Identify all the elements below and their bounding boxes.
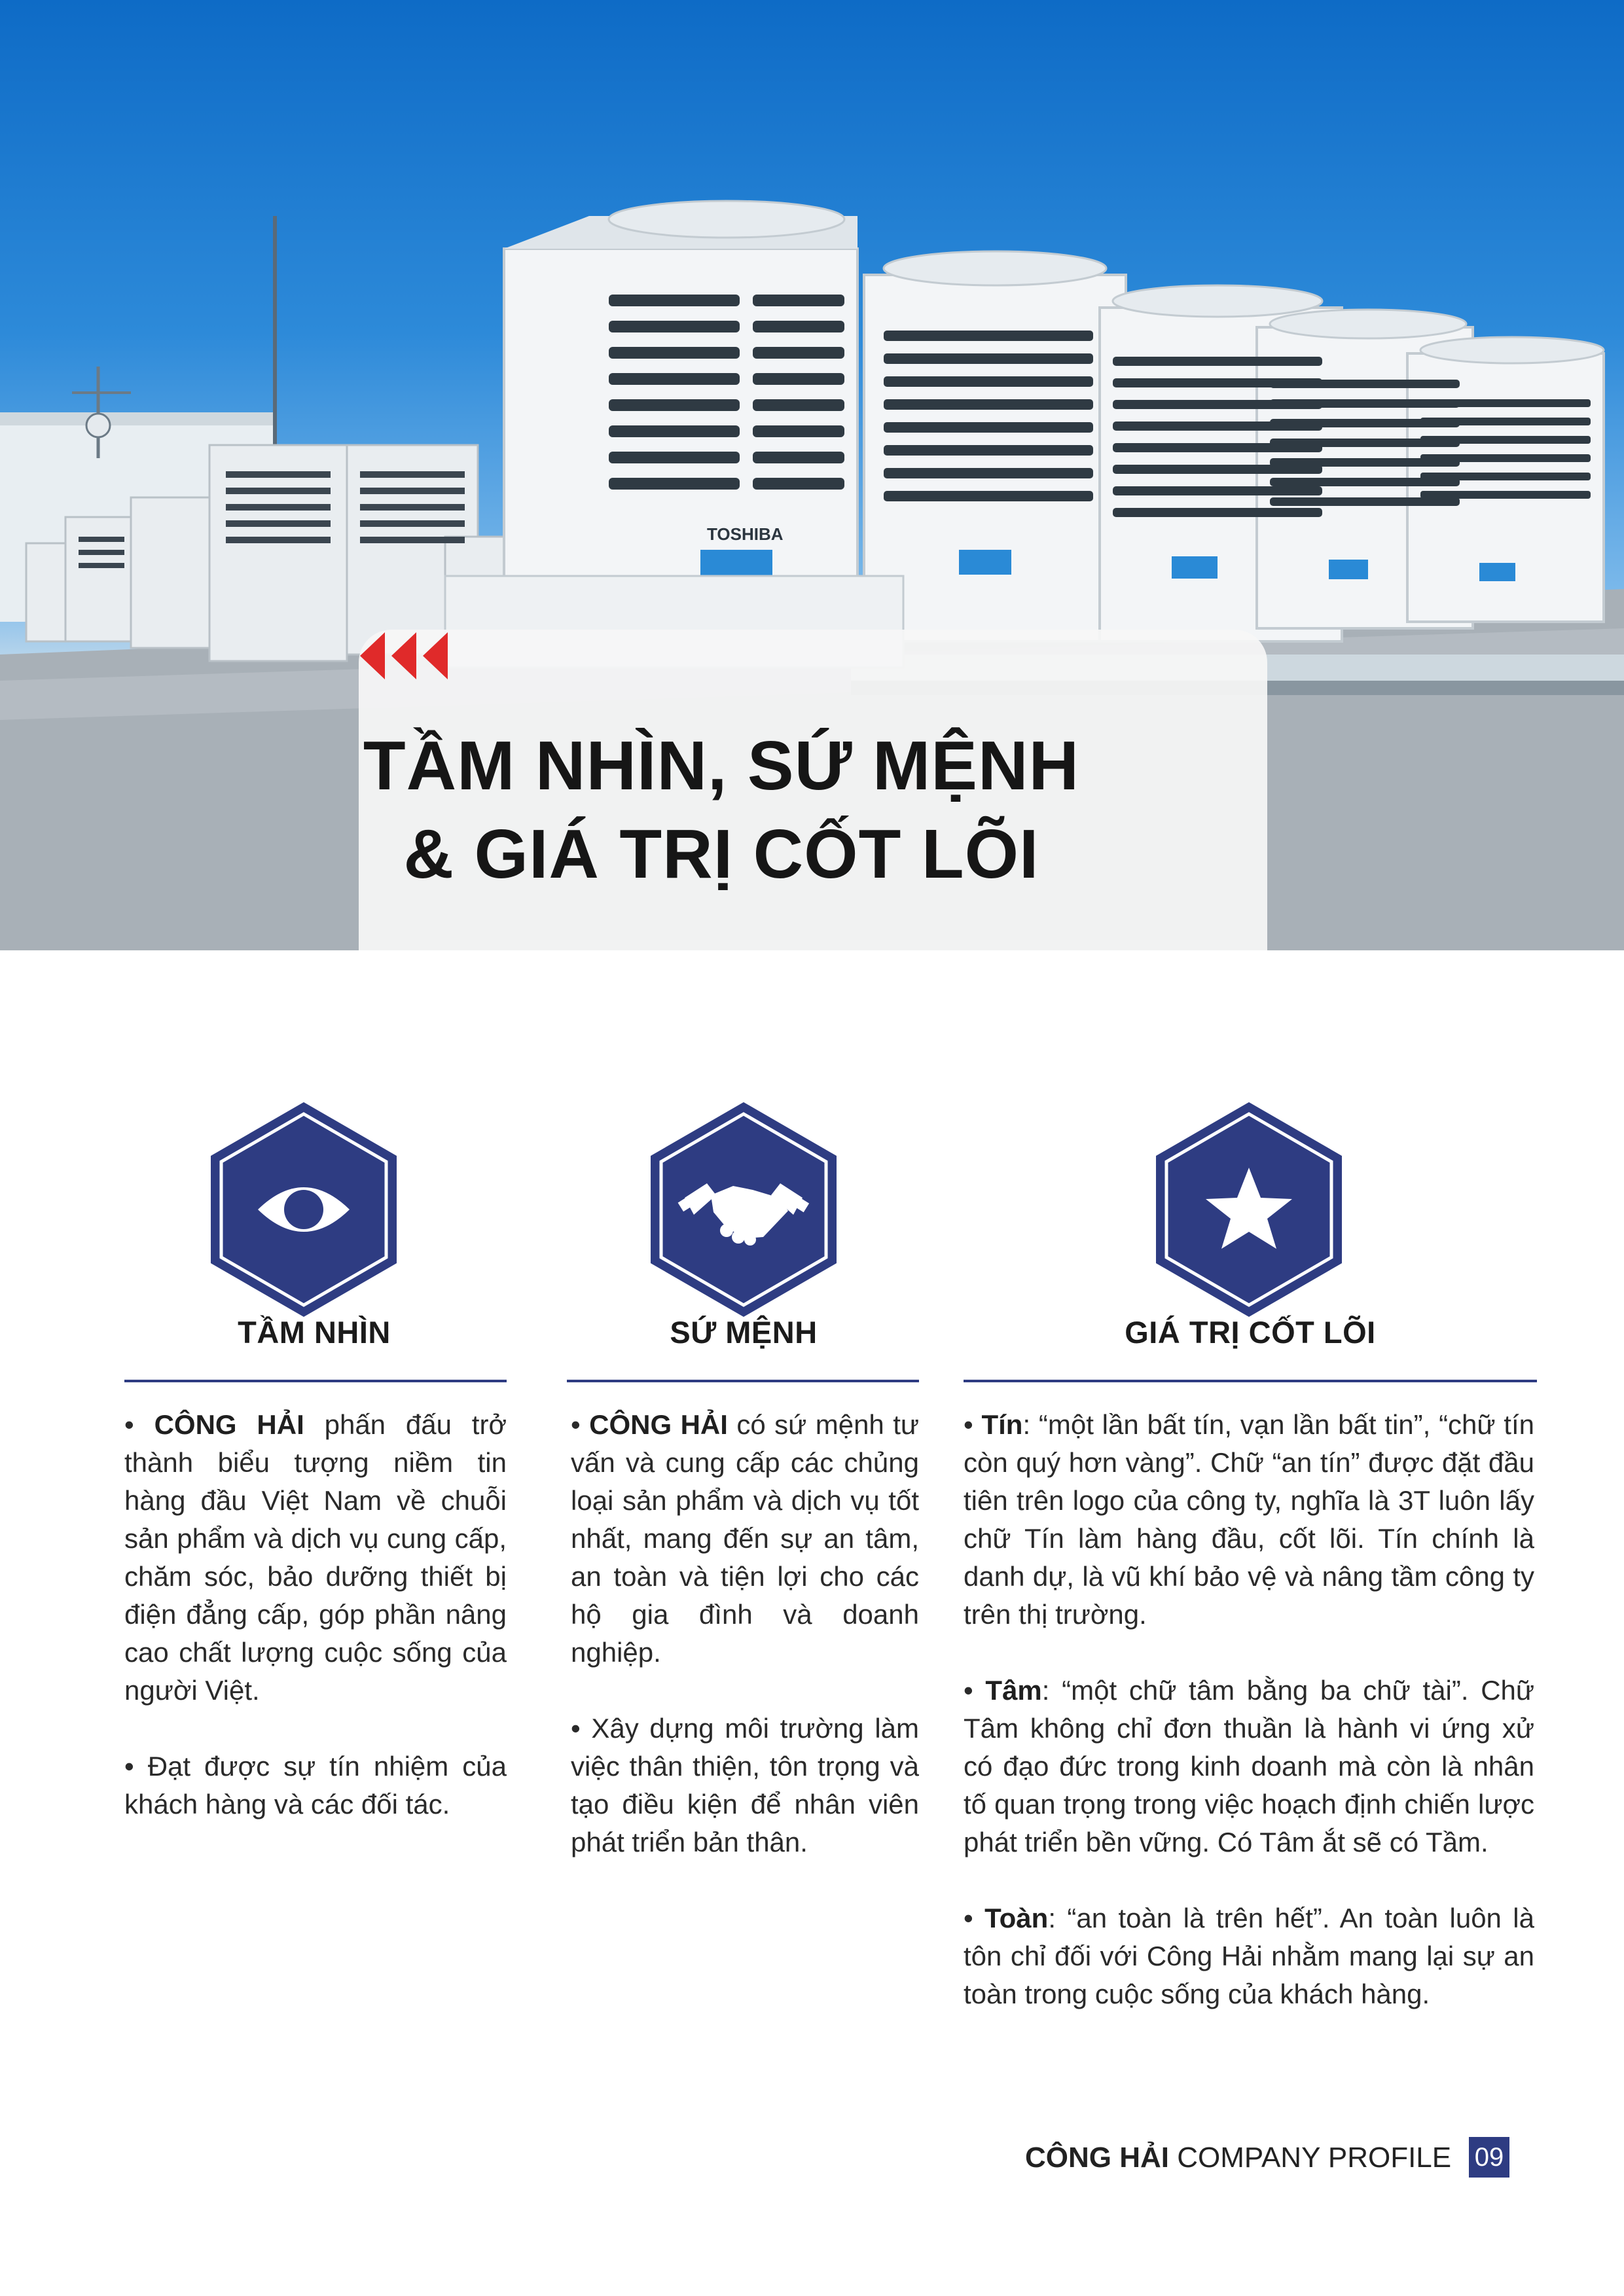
vision-title: TẦM NHÌN: [238, 1315, 391, 1350]
core-value-tin: • Tín: “một lần bất tín, vạn lần bất tin”, “chữ tín còn quý hơn vàng”. Chữ “an tín” được đặt đầu tiên trên logo của công ty, nghĩa là 3T luôn lấy chữ Tín làm hàng đầu, cốt lõi. Tín chính là danh dự, là vũ khí bảo vệ và nâng tầm công ty trên thị trường.: [964, 1409, 1534, 1630]
core-values-title: GIÁ TRỊ CỐT LÕI: [1125, 1315, 1376, 1350]
mission-divider: [567, 1380, 919, 1382]
title-panel: [359, 630, 1267, 950]
mission-text: [571, 1406, 919, 1899]
vision-paragraph-1: • CÔNG HẢI phấn đấu trở thành biểu tượng niềm tin hàng đầu Việt Nam về chuỗi sản phẩm và dịch vụ cung cấp, chăm sóc, bảo dưỡng thiết bị điện đẳng cấp, góp phần nâng cao chất lượng cuộc sống của người Việt.: [124, 1409, 507, 1706]
footer-brand: CÔNG HẢI COMPANY PROFILE: [1025, 2142, 1452, 2174]
page-number: 09: [1469, 2137, 1509, 2178]
vision-divider: [124, 1380, 507, 1382]
core-value-tam: • Tâm: “một chữ tâm bằng ba chữ tài”. Chữ Tâm không chỉ đơn thuần là hành vi ứng xử có đạo đức trong kinh doanh mà còn là nhân tố quan trọng trong việc hoạch định chiến lược phát triển bền vững. Có Tâm ắt sẽ có Tầm.: [964, 1675, 1535, 1857]
core-values-divider: [964, 1380, 1537, 1382]
mission-title: SỨ MỆNH: [670, 1315, 818, 1350]
page-title-line2: & GIÁ TRỊ CỐT LÕI: [403, 816, 1039, 893]
mission-paragraph-1: • CÔNG HẢI có sứ mệnh tư vấn và cung cấp các chủng loại sản phẩm và dịch vụ tốt nhất, mang đến sự an tâm, an toàn và tiện lợi cho các hộ gia đình và doanh nghiệp.: [571, 1409, 920, 1668]
vision-paragraph-2: • Đạt được sự tín nhiệm của khách hàng và các đối tác.: [124, 1751, 507, 1820]
core-value-toan: • Toàn: “an toàn là trên hết”. An toàn luôn là tôn chỉ đối với Công Hải nhằm mang lại sự an toàn trong cuộc sống của khách hàng.: [964, 1903, 1535, 2009]
core-values-text: [964, 1406, 1534, 2051]
vision-text: [124, 1406, 507, 1861]
hero-photo: [0, 0, 1624, 950]
vision-badge: [208, 1100, 399, 1319]
page-title-line1: TẦM NHÌN, SỨ MỆNH: [363, 727, 1080, 804]
triple-arrow-icon: [359, 630, 457, 682]
core-values-badge: [1153, 1100, 1344, 1319]
brand-label: TOSHIBA: [707, 524, 784, 544]
mission-paragraph-2: • Xây dựng môi trường làm việc thân thiện, tôn trọng và tạo điều kiện để nhân viên phát triển bản thân.: [571, 1713, 919, 1857]
mission-badge: [648, 1100, 839, 1319]
